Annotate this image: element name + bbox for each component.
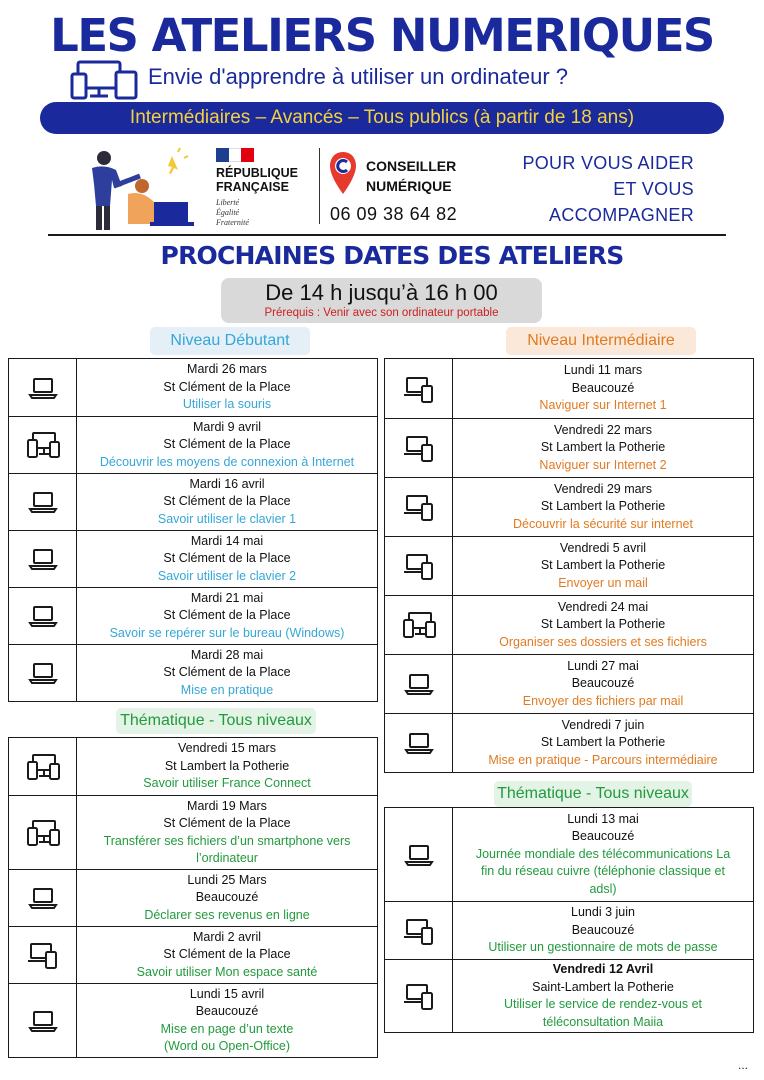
session-row: [9, 473, 377, 530]
rf-motto-3: Fraternité: [216, 218, 249, 227]
cn-line2: NUMÉRIQUE: [366, 178, 452, 194]
session-details: [453, 537, 753, 595]
session-place: St Clément de la Place: [163, 816, 291, 830]
session-icon-cell: [385, 419, 453, 477]
session-topic: Savoir utiliser le clavier 1: [157, 511, 297, 526]
laptop-phone-icon: [402, 981, 436, 1011]
session-place: Beaucouzé: [195, 890, 259, 905]
session-row: [385, 536, 753, 595]
session-date: Lundi 11 mars: [563, 363, 643, 378]
intermediate-schedule-table: [384, 358, 754, 773]
laptop-phone-icon: [402, 433, 436, 463]
session-date: Mardi 2 avril: [192, 929, 262, 944]
session-topic: Utiliser la souris: [182, 397, 272, 412]
session-topic: Envoyer des fichiers par mail: [522, 693, 684, 708]
people-illustration: [74, 146, 198, 232]
session-row: [9, 983, 377, 1057]
subtitle: Envie d'apprendre à utiliser un ordinateur ?: [148, 64, 569, 89]
session-topic: Savoir utiliser Mon espace santé: [136, 964, 318, 979]
session-details: [453, 902, 753, 959]
session-date: Lundi 3 juin: [571, 905, 635, 920]
session-row: [385, 654, 753, 713]
session-details: [77, 870, 377, 926]
hours-box: [221, 278, 542, 323]
session-place: St Clément de la Place: [163, 947, 291, 962]
thematic-right-schedule-table: [384, 807, 754, 1033]
session-row: [385, 901, 753, 959]
session-date: Vendredi 5 avril: [559, 540, 647, 555]
session-place: St Lambert la Potherie: [164, 758, 290, 773]
session-topic: Transférer ses fichiers d’un smartphone vers l’ordinateur: [103, 833, 351, 865]
session-date: Mardi 14 mai: [190, 533, 264, 548]
session-date: Vendredi 24 mai: [557, 599, 649, 614]
session-details: [453, 596, 753, 654]
laptop-phone-icon: [402, 374, 436, 404]
session-icon-cell: [9, 984, 77, 1057]
cn-line1: CONSEILLER: [366, 158, 457, 174]
session-place: Beaucouzé: [571, 676, 635, 691]
rf-name: [216, 166, 298, 194]
rf-motto-1: Liberté: [216, 198, 240, 207]
session-topic: Organiser ses dossiers et ses fichiers: [499, 634, 707, 649]
session-date: Mardi 21 mai: [190, 590, 264, 605]
devices-icon: [26, 818, 60, 848]
session-place: St Lambert la Potherie: [540, 558, 666, 573]
session-date: Mardi 19 Mars: [187, 798, 267, 813]
session-place: St Clément de la Place: [163, 494, 291, 509]
laptop-icon: [402, 840, 436, 870]
session-topic: Mise en page d’un texte (Word ou Open-Office): [160, 1021, 294, 1053]
session-topic: Savoir utiliser le clavier 2: [157, 568, 297, 583]
session-icon-cell: [9, 870, 77, 926]
session-date: Vendredi 15 mars: [178, 741, 276, 756]
session-details: [77, 796, 377, 869]
session-row: [9, 416, 377, 473]
level-tag-thematic-left: Thématique - Tous niveaux: [116, 708, 316, 734]
laptop-icon: [26, 883, 60, 913]
session-topic: Naviguer sur Internet 2: [539, 457, 667, 472]
session-place: St Clément de la Place: [163, 665, 291, 680]
level-tag-intermediate: Niveau Intermédiaire: [506, 327, 696, 355]
session-details: [453, 419, 753, 477]
session-topic: Utiliser un gestionnaire de mots de passe: [488, 940, 718, 955]
session-details: [77, 417, 377, 473]
session-row: [9, 869, 377, 926]
prerequisite: Prérequis : Venir avec son ordinateur portable: [264, 307, 499, 319]
session-row: [9, 359, 377, 416]
session-place: St Clément de la Place: [163, 551, 291, 566]
laptop-icon: [26, 487, 60, 517]
session-topic: Savoir se repérer sur le bureau (Windows): [109, 625, 345, 640]
session-date: Mardi 26 mars: [187, 362, 267, 377]
republique-francaise-logo: [216, 148, 308, 230]
session-icon-cell: [385, 960, 453, 1032]
session-icon-cell: [385, 359, 453, 418]
session-row: [9, 587, 377, 644]
poster-title: LES ATELIERS NUMERIQUES: [50, 9, 714, 62]
laptop-phone-icon: [402, 492, 436, 522]
devices-icon: [26, 752, 60, 782]
laptop-phone-icon: [402, 916, 436, 946]
level-tag-beginner: Niveau Débutant: [150, 327, 310, 355]
session-topic: Découvrir la sécurité sur internet: [513, 516, 693, 531]
session-place: St Clément de la Place: [163, 437, 291, 452]
conseiller-numerique-label: [366, 156, 456, 196]
flag-blue: [216, 148, 229, 162]
phone-number: 06 09 38 64 82: [330, 204, 458, 224]
session-icon-cell: [9, 417, 77, 473]
session-date: Mardi 16 avril: [189, 476, 265, 491]
session-topic: Découvrir les moyens de connexion à Internet: [99, 454, 355, 469]
session-topic: Utiliser le service de rendez-vous et téléconsultation Maiia: [504, 997, 702, 1029]
session-row: [385, 808, 753, 901]
session-place: Beaucouzé: [195, 1004, 259, 1018]
laptop-icon: [26, 601, 60, 631]
session-place: St Clément de la Place: [163, 379, 291, 394]
laptop-phone-icon: [26, 940, 60, 970]
session-topic: Mise en pratique: [180, 682, 274, 697]
thematic-left-schedule-table: [8, 737, 378, 1058]
help-line3: ACCOMPAGNER: [549, 205, 694, 225]
session-icon-cell: [385, 714, 453, 772]
session-date: Vendredi 7 juin: [561, 717, 645, 732]
session-icon-cell: [9, 738, 77, 795]
session-icon-cell: [9, 474, 77, 530]
session-date: Vendredi 22 mars: [554, 422, 652, 437]
rf-motto: [216, 198, 249, 228]
session-icon-cell: [9, 796, 77, 869]
session-date: Mardi 28 mai: [190, 647, 264, 662]
laptop-icon: [26, 544, 60, 574]
session-topic: Savoir utiliser France Connect: [143, 776, 311, 791]
session-details: [453, 808, 753, 901]
session-row: [9, 530, 377, 587]
session-place: Beaucouzé: [571, 922, 635, 937]
help-line1: POUR VOUS AIDER: [522, 153, 694, 173]
session-date: Lundi 27 mai: [567, 658, 639, 673]
session-details: [77, 645, 377, 701]
flag-white: [229, 148, 242, 162]
session-place: St Lambert la Potherie: [540, 617, 666, 632]
session-row: [385, 595, 753, 654]
session-icon-cell: [9, 645, 77, 701]
session-details: [77, 474, 377, 530]
session-icon-cell: [385, 537, 453, 595]
rf-name-line2: FRANÇAISE: [216, 180, 289, 194]
help-text: [522, 150, 694, 228]
session-place: Saint-Lambert la Potherie: [532, 979, 674, 994]
session-row: [9, 795, 377, 869]
session-icon-cell: [385, 808, 453, 901]
session-row: [385, 959, 753, 1032]
laptop-icon: [402, 728, 436, 758]
hours: De 14 h jusqu’à 16 h 00: [265, 280, 498, 305]
session-details: [453, 714, 753, 772]
session-place: St Lambert la Potherie: [540, 440, 666, 455]
session-topic: Envoyer un mail: [558, 575, 648, 590]
session-date: Vendredi 12 Avril: [552, 962, 654, 976]
flag-icon: [216, 148, 254, 162]
section-title: PROCHAINES DATES DES ATELIERS: [160, 241, 624, 270]
devices-icon: [26, 430, 60, 460]
laptop-icon: [402, 669, 436, 699]
help-line2: ET VOUS: [613, 179, 694, 199]
laptop-icon: [26, 658, 60, 688]
rf-motto-2: Égalité: [216, 208, 240, 217]
rf-name-line1: RÉPUBLIQUE: [216, 166, 298, 180]
session-details: [453, 359, 753, 418]
session-topic: Mise en pratique - Parcours intermédiaire: [488, 752, 718, 767]
divider: [48, 234, 726, 236]
session-row: [9, 926, 377, 983]
session-details: [77, 927, 377, 983]
session-date: Lundi 25 Mars: [187, 872, 267, 887]
audience-banner: Intermédiaires – Avancés – Tous publics (à partir de 18 ans): [40, 102, 724, 134]
session-details: [77, 588, 377, 644]
session-icon-cell: [9, 359, 77, 416]
session-topic: Journée mondiale des télécommunications La fin du réseau cuivre (téléphonie classique et adsl): [475, 846, 731, 896]
session-row: [385, 418, 753, 477]
session-details: [453, 960, 753, 1032]
devices-icon: [402, 610, 436, 640]
session-row: [385, 359, 753, 418]
beginner-schedule-table: [8, 358, 378, 702]
laptop-icon: [26, 373, 60, 403]
session-icon-cell: [9, 927, 77, 983]
session-details: [453, 655, 753, 713]
session-date: Mardi 9 avril: [192, 419, 262, 434]
session-topic: Naviguer sur Internet 1: [539, 398, 667, 413]
devices-icon: [70, 60, 140, 100]
laptop-phone-icon: [402, 551, 436, 581]
session-icon-cell: [385, 902, 453, 959]
session-place: Beaucouzé: [571, 829, 635, 844]
session-row: [9, 644, 377, 701]
session-place: St Clément de la Place: [163, 608, 291, 623]
session-place: St Lambert la Potherie: [540, 499, 666, 514]
session-place: Beaucouzé: [571, 380, 635, 395]
level-tag-thematic-right: Thématique - Tous niveaux: [494, 781, 692, 807]
session-icon-cell: [385, 478, 453, 536]
session-details: [77, 359, 377, 416]
location-pin-icon: [328, 150, 358, 196]
laptop-icon: [26, 1006, 60, 1036]
session-details: [77, 738, 377, 795]
more-indicator: ...: [737, 1058, 748, 1072]
session-row: [9, 738, 377, 795]
session-details: [77, 984, 377, 1057]
session-icon-cell: [385, 596, 453, 654]
session-topic: Déclarer ses revenus en ligne: [144, 907, 310, 922]
session-icon-cell: [9, 531, 77, 587]
session-date: Lundi 13 mai: [567, 811, 639, 826]
session-details: [453, 478, 753, 536]
session-icon-cell: [385, 655, 453, 713]
session-place: St Lambert la Potherie: [540, 735, 666, 750]
session-row: [385, 713, 753, 772]
separator: [319, 148, 320, 224]
session-row: [385, 477, 753, 536]
session-date: Vendredi 29 mars: [554, 481, 652, 496]
session-details: [77, 531, 377, 587]
session-icon-cell: [9, 588, 77, 644]
session-date: Lundi 15 avril: [189, 986, 265, 1001]
flag-red: [241, 148, 254, 162]
